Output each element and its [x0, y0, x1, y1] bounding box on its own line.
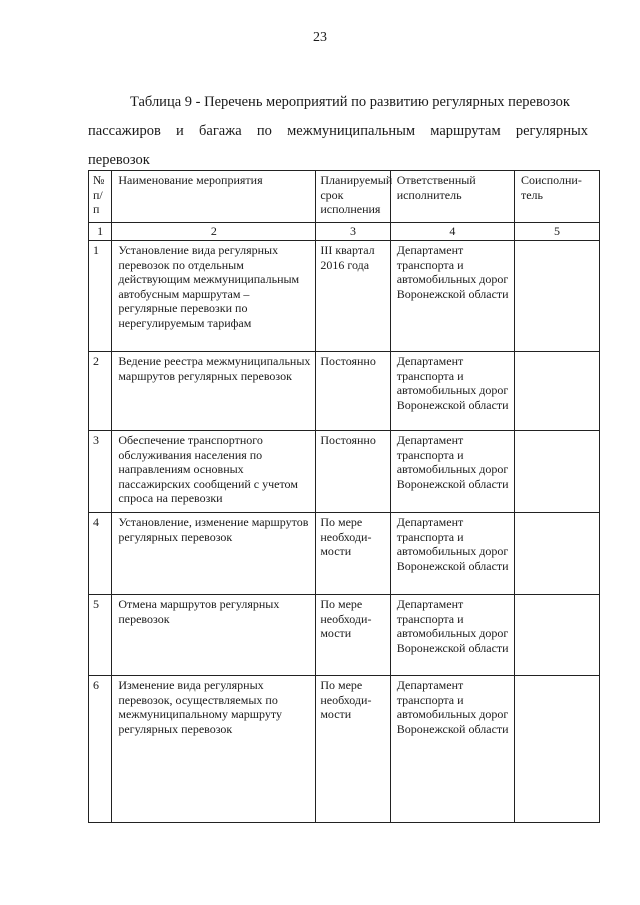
table-row: [89, 676, 600, 823]
co-executor: [514, 676, 599, 823]
table-row: [89, 352, 600, 431]
column-number: 4: [390, 223, 514, 241]
row-number: 6: [89, 676, 112, 823]
co-executor: [514, 595, 599, 676]
planned-term: Постоянно: [316, 352, 390, 431]
table-row: [89, 595, 600, 676]
table-header-row: [89, 171, 600, 223]
planned-term: Постоянно: [316, 431, 390, 513]
co-executor: [514, 352, 599, 431]
column-number: 1: [89, 223, 112, 241]
page-number: 23: [313, 30, 327, 45]
header-term: Планируемый срок исполнения: [316, 171, 390, 223]
header-no: № п/п: [89, 171, 112, 223]
co-executor: [514, 241, 599, 352]
caption-line-3: перевозок: [88, 152, 150, 168]
planned-term: По мере необходи-мости: [316, 676, 390, 823]
table-row: [89, 513, 600, 595]
co-executor: [514, 513, 599, 595]
measure-name: Установление, изменение маршрутов регулярных перевозок: [112, 513, 316, 595]
table-caption: [88, 88, 588, 175]
table-row: [89, 241, 600, 352]
caption-line-1: Таблица 9 - Перечень мероприятий по развитию регулярных перевозок: [130, 94, 570, 110]
measure-name: Изменение вида регулярных перевозок, осуществляемых по межмуниципальному маршруту регулярных перевозок: [112, 676, 316, 823]
responsible-executor: Департамент транспорта и автомобильных дорог Воронежской области: [390, 513, 514, 595]
planned-term: III квартал 2016 года: [316, 241, 390, 352]
row-number: 5: [89, 595, 112, 676]
responsible-executor: Департамент транспорта и автомобильных дорог Воронежской области: [390, 352, 514, 431]
row-number: 1: [89, 241, 112, 352]
measure-name: Отмена маршрутов регулярных перевозок: [112, 595, 316, 676]
column-number: 3: [316, 223, 390, 241]
header-executor: Ответственный исполнитель: [390, 171, 514, 223]
responsible-executor: Департамент транспорта и автомобильных дорог Воронежской области: [390, 595, 514, 676]
row-number: 3: [89, 431, 112, 513]
caption-line-2: пассажиров и багажа по межмуниципальным маршрутам регулярных: [88, 123, 588, 139]
planned-term: По мере необходи-мости: [316, 595, 390, 676]
measures-table: [88, 170, 600, 823]
responsible-executor: Департамент транспорта и автомобильных дорог Воронежской области: [390, 241, 514, 352]
co-executor: [514, 431, 599, 513]
row-number: 4: [89, 513, 112, 595]
column-number-row: [89, 223, 600, 241]
column-number: 2: [112, 223, 316, 241]
row-number: 2: [89, 352, 112, 431]
header-name: Наименование мероприятия: [112, 171, 316, 223]
responsible-executor: Департамент транспорта и автомобильных дорог Воронежской области: [390, 431, 514, 513]
planned-term: По мере необходи-мости: [316, 513, 390, 595]
measure-name: Обеспечение транспортного обслуживания населения по направлениям основных пассажирских сообщений с учетом спроса на перевозки: [112, 431, 316, 513]
measure-name: Ведение реестра межмуниципальных маршрутов регулярных перевозок: [112, 352, 316, 431]
column-number: 5: [514, 223, 599, 241]
header-coexecutor: Соисполни-тель: [514, 171, 599, 223]
table-row: [89, 431, 600, 513]
measure-name: Установление вида регулярных перевозок по отдельным действующим межмуниципальным автобусным маршрутам – регулярные перевозки по нерегулируемым тарифам: [112, 241, 316, 352]
responsible-executor: Департамент транспорта и автомобильных дорог Воронежской области: [390, 676, 514, 823]
